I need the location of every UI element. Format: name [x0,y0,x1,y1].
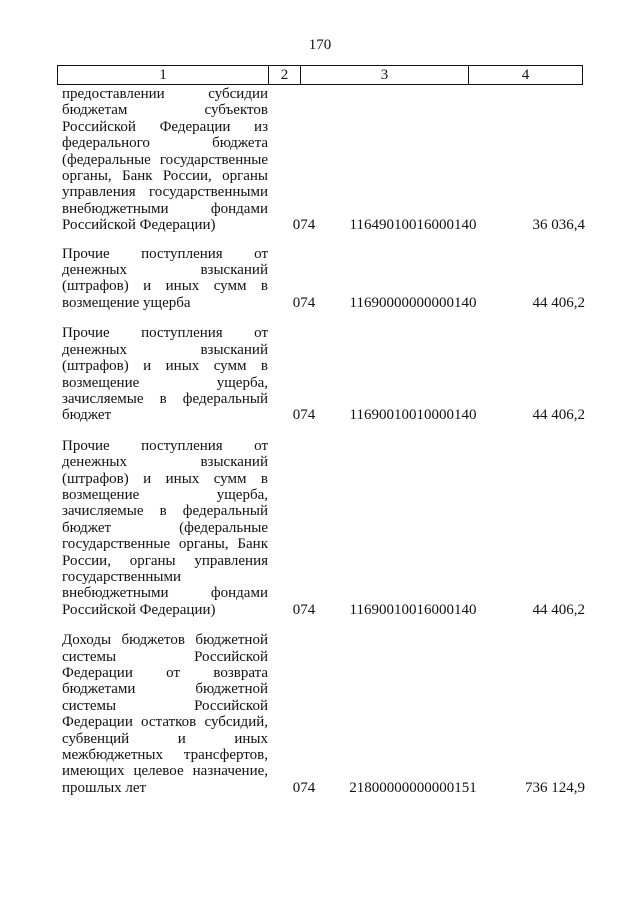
row-description: предоставлении субсидии бюджетам субъектов Российской Федерации из федерального бюджета (федеральные государственные органы, Банк России, органы управления государственными внебюджетными фондами Российской Федерации) [62,86,268,234]
page-number: 170 [308,37,332,53]
column-number-1: 1 [159,67,167,83]
row-budget-code: 11690010016000140 [349,601,477,618]
row-amount: 736 124,9 [525,779,585,796]
row-description: Доходы бюджетов бюджетной системы Российской Федерации от возврата бюджетами бюджетной системы Российской Федерации остатков субсидий, субвенций и иных межбюджетных трансфертов, имеющих целевое назначение, прошлых лет [62,632,268,796]
table-row [57,632,587,796]
row-budget-code: 11690000000000140 [349,294,477,311]
column-number-4: 4 [468,66,582,84]
table-row [57,325,587,423]
table-body [57,86,587,810]
column-number-2: 2 [268,66,300,84]
row-amount: 44 406,2 [532,601,585,618]
row-description: Прочие поступления от денежных взысканий (штрафов) и иных сумм в возмещение ущерба, зачисляемые в федеральный бюджет (федеральные государственные органы, Банк России, органы управления государственными внебюджетными фондами Российской Федерации) [62,437,268,618]
row-admin-code: 074 [292,407,316,424]
row-amount: 44 406,2 [532,294,585,311]
row-amount: 44 406,2 [532,407,585,424]
row-budget-code: 11649010016000140 [349,217,477,234]
row-admin-code: 074 [292,294,316,311]
table-row [57,438,587,618]
row-description: Прочие поступления от денежных взысканий (штрафов) и иных сумм в возмещение ущерба, зачисляемые в федеральный бюджет [62,325,268,424]
row-admin-code: 074 [292,601,316,618]
row-budget-code: 11690010010000140 [349,407,477,424]
row-admin-code: 074 [292,779,316,796]
row-amount: 36 036,4 [532,217,585,234]
table-column-header [57,65,583,85]
table-row [57,86,587,234]
row-description: Прочие поступления от денежных взысканий (штрафов) и иных сумм в возмещение ущерба [62,245,268,311]
column-number-3: 3 [300,66,468,84]
row-admin-code: 074 [292,217,316,234]
table-row [57,246,587,312]
row-budget-code: 21800000000000151 [349,779,477,796]
